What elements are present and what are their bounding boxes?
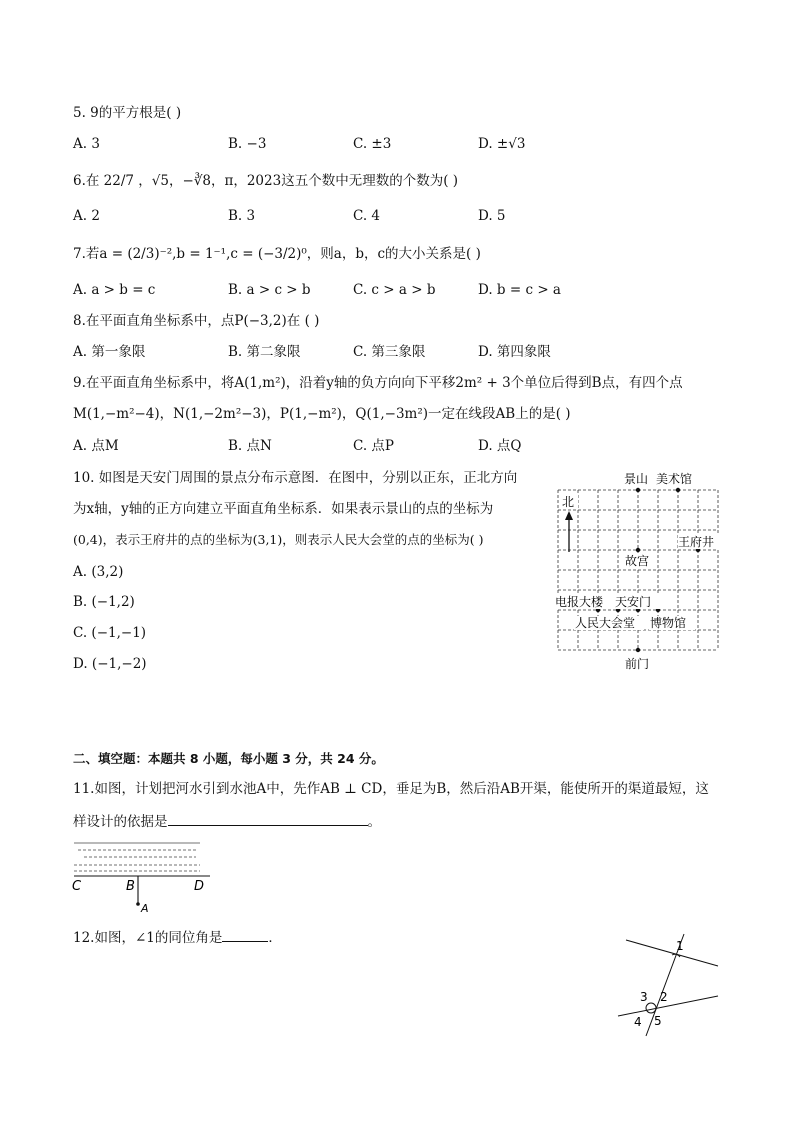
tiananmen-label: 天安门 bbox=[615, 595, 652, 609]
angle-2-label: 2 bbox=[660, 990, 668, 1004]
north-arrow bbox=[565, 511, 573, 552]
q10-option-a: A. (3,2) bbox=[73, 564, 124, 580]
meishuguan-label: 美术馆 bbox=[656, 472, 693, 486]
q8-stem: 8.在平面直角坐标系中，点P(−3,2)在 ( ) bbox=[73, 313, 320, 329]
label-b: B bbox=[126, 879, 135, 894]
river-pool-figure bbox=[70, 838, 220, 916]
q6-stem: 6.在 22/7 ，√5，−∛8，π，2023这五个数中无理数的个数为( ) bbox=[73, 173, 459, 189]
q7-option-d: D. b = c > a bbox=[478, 282, 561, 298]
corresponding-angles-figure bbox=[610, 930, 730, 1042]
q7-stem: 7.若a = (2/3)⁻²,b = 1⁻¹,c = (−3/2)⁰，则a，b，c的大小关系是( ) bbox=[73, 246, 481, 262]
q5-option-c: C. ±3 bbox=[353, 136, 392, 152]
q12-stem-prefix: 12.如图，∠1的同位角是 bbox=[73, 930, 223, 946]
q12-answer-blank[interactable] bbox=[222, 927, 268, 942]
gugong-label: 故宫 bbox=[625, 554, 650, 568]
q5-option-b: B. −3 bbox=[228, 136, 267, 152]
gugong-point bbox=[636, 548, 640, 552]
q10-option-d: D. (−1,−2) bbox=[73, 656, 147, 672]
q6-option-b: B. 3 bbox=[228, 208, 256, 224]
bowuguan-label: 博物馆 bbox=[650, 616, 687, 630]
qianmen-label: 前门 bbox=[625, 657, 650, 671]
qianmen-point bbox=[636, 648, 640, 652]
q9-stem-line2: M(1,−m²−4)，N(1,−2m²−3)，P(1,−m²)，Q(1,−3m²)一定在线段AB上的是( ) bbox=[73, 406, 571, 422]
angle-4-label: 4 bbox=[634, 1015, 642, 1029]
q10-option-b: B. (−1,2) bbox=[73, 594, 135, 610]
q7-option-a: A. a > b = c bbox=[73, 282, 156, 298]
q11-stem-line1: 11.如图，计划把河水引到水池A中，先作AB ⊥ CD，垂足为B，然后沿AB开渠，能使所开的渠道最短，这 bbox=[73, 781, 709, 797]
q12-stem-suffix: ． bbox=[268, 930, 282, 946]
line-upper bbox=[626, 940, 718, 966]
q11-stem-line2 bbox=[73, 811, 381, 831]
q6-option-a: A. 2 bbox=[73, 208, 100, 224]
q10-stem-line2: 为x轴，y轴的正方向建立平面直角坐标系．如果表示景山的点的坐标为 bbox=[73, 501, 494, 517]
q9-option-d: D. 点Q bbox=[478, 438, 522, 454]
q8-option-c: C. 第三象限 bbox=[353, 344, 426, 360]
meishuguan-point bbox=[676, 488, 680, 492]
q9-stem-line1: 9.在平面直角坐标系中，将A(1,m²)，沿着y轴的负方向向下平移2m² + 3个单位后得到B点，有四个点 bbox=[73, 375, 683, 391]
q5-option-a: A. 3 bbox=[73, 136, 100, 152]
jingshan-label: 景山 bbox=[624, 472, 649, 486]
angle-1-label: 1 bbox=[676, 939, 684, 953]
wangfujing-label: 王府井 bbox=[678, 535, 715, 549]
label-d: D bbox=[194, 879, 205, 894]
q11-answer-blank[interactable] bbox=[168, 811, 368, 826]
jingshan-point bbox=[636, 488, 640, 492]
angle-5-label: 5 bbox=[654, 1014, 662, 1028]
q9-option-a: A. 点M bbox=[73, 438, 119, 454]
q7-option-b: B. a > c > b bbox=[228, 282, 311, 298]
q11-stem-suffix: 。 bbox=[367, 814, 381, 830]
q9-option-b: B. 点N bbox=[228, 438, 272, 454]
north-label: 北 bbox=[562, 495, 575, 509]
q10-stem-line1: 10. 如图是天安门周围的景点分布示意图．在图中，分别以正东，正北方向 bbox=[73, 470, 518, 486]
q10-option-c: C. (−1,−1) bbox=[73, 625, 147, 641]
q5-option-d: D. ±√3 bbox=[478, 136, 526, 152]
angle-3-label: 3 bbox=[640, 990, 648, 1004]
dianbao-label: 电报大楼 bbox=[555, 595, 604, 609]
q10-stem-line3: (0,4)，表示王府井的点的坐标为(3,1)，则表示人民大会堂的点的坐标为( ) bbox=[73, 532, 484, 547]
q8-option-a: A. 第一象限 bbox=[73, 344, 146, 360]
q6-option-c: C. 4 bbox=[353, 208, 381, 224]
q9-option-c: C. 点P bbox=[353, 438, 395, 454]
renmin-label: 人民大会堂 bbox=[575, 616, 636, 630]
q12-stem bbox=[73, 927, 282, 947]
q8-option-b: B. 第二象限 bbox=[228, 344, 301, 360]
q7-option-c: C. c > a > b bbox=[353, 282, 436, 298]
pool-a-point bbox=[136, 902, 140, 906]
line-lower bbox=[618, 996, 718, 1016]
q11-stem-prefix: 样设计的依据是 bbox=[73, 814, 168, 830]
label-a: A bbox=[141, 902, 149, 915]
q5-stem: 5. 9的平方根是( ) bbox=[73, 105, 182, 121]
label-c: C bbox=[72, 879, 82, 894]
q6-option-d: D. 5 bbox=[478, 208, 506, 224]
angle-arcs-lower bbox=[646, 1003, 656, 1013]
q8-option-d: D. 第四象限 bbox=[478, 344, 551, 360]
section2-heading: 二、填空题：本题共 8 小题，每小题 3 分，共 24 分。 bbox=[73, 751, 384, 766]
tiananmen-map-figure bbox=[550, 466, 730, 676]
